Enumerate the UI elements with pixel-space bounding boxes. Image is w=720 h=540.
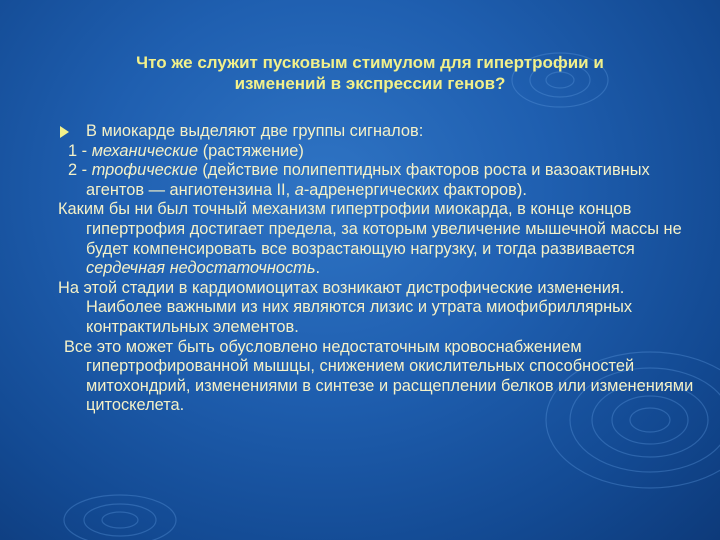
para1-italic: сердечная недостаточность [86, 259, 316, 278]
slide-title [60, 52, 680, 94]
paragraph-mechanism [58, 200, 698, 278]
item2-number: 2 - [68, 161, 92, 180]
para1-text: Каким бы ни был точный механизм гипертрофии миокарда, в конце концов гипертрофия достигает предела, за которым увеличение мышечной массы не будет компенсировать все возрастающую нагрузку, и тогда развивается [58, 200, 682, 258]
slide-body [58, 122, 698, 416]
para1-end: . [315, 259, 321, 278]
title-line-1: Что же служит пусковым стимулом для гипертрофии и [136, 53, 604, 72]
paragraph-causes: Все это может быть обусловлено недостаточным кровоснабжением гипертрофированной мышцы, снижением окислительных способностей митохондрий, изменениями в синтезе и расщеплении белков или изменениями цитоскелета. [64, 337, 694, 415]
item1-rest: (растяжение) [198, 141, 304, 160]
signal-group-1 [58, 142, 698, 162]
bullet-item [58, 122, 698, 142]
paragraph-dystrophic: На этой стадии в кардиомиоцитах возникают дистрофические изменения. Наиболее важными из них являются лизис и утрата миофибриллярных контрактильных элементов. [58, 278, 633, 336]
item2-rest-b: -адренергических факторов). [303, 180, 527, 199]
item2-alpha: а [294, 180, 304, 199]
item2-rest-a: (действие полипептидных факторов роста и вазоактивных агентов — ангиотензина II, [86, 161, 650, 199]
item1-term: механические [91, 141, 199, 160]
arrow-bullet-icon [60, 126, 69, 138]
bullet-text: В миокарде выделяют две группы сигналов: [86, 122, 424, 140]
item2-term: трофические [91, 161, 198, 180]
item1-number: 1 - [68, 141, 92, 160]
title-line-2: изменений в экспрессии генов? [234, 74, 506, 93]
signal-group-2 [58, 161, 698, 200]
